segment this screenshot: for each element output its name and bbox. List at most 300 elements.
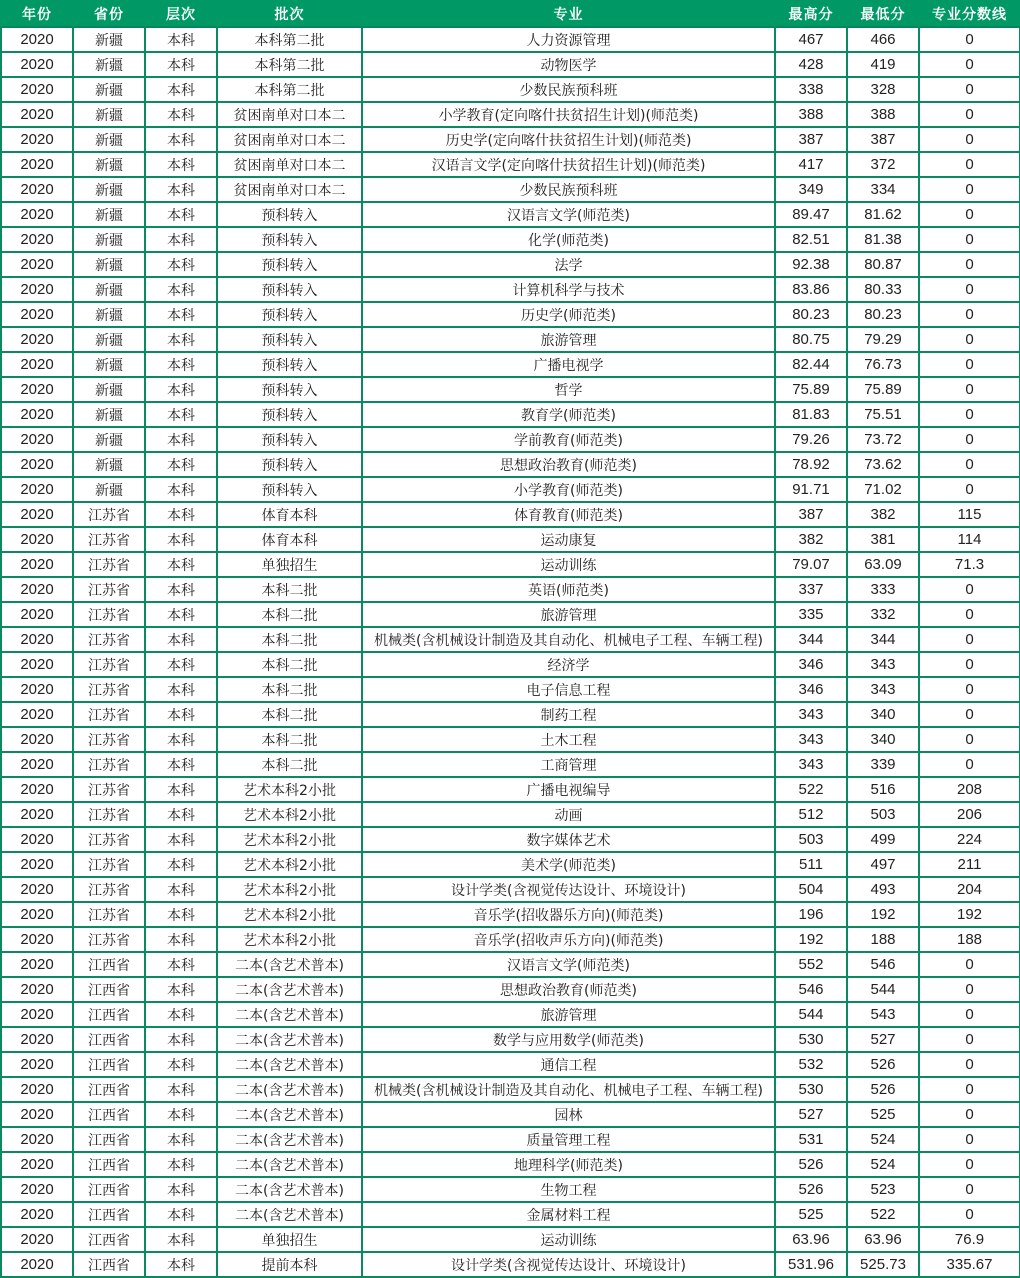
min-score-cell: 81.38 — [847, 227, 919, 252]
major-cutoff-cell: 0 — [919, 177, 1020, 202]
major-cutoff-cell: 0 — [919, 977, 1020, 1002]
max-score-cell: 512 — [775, 802, 847, 827]
table-row — [1, 727, 1020, 752]
year-cell: 2020 — [1, 1027, 73, 1052]
major-cutoff-cell: 0 — [919, 427, 1020, 452]
level-cell: 本科 — [145, 727, 217, 752]
min-score-cell: 343 — [847, 652, 919, 677]
province-cell: 江苏省 — [73, 777, 145, 802]
major-cell: 通信工程 — [362, 1052, 775, 1077]
table-row — [1, 427, 1020, 452]
level-cell: 本科 — [145, 652, 217, 677]
level-cell: 本科 — [145, 52, 217, 77]
table-row — [1, 1202, 1020, 1227]
major-cutoff-cell: 0 — [919, 127, 1020, 152]
max-score-cell: 346 — [775, 652, 847, 677]
province-cell: 新疆 — [73, 102, 145, 127]
level-cell: 本科 — [145, 252, 217, 277]
table-row — [1, 277, 1020, 302]
level-cell: 本科 — [145, 402, 217, 427]
batch-cell: 二本(含艺术普本) — [217, 952, 362, 977]
level-cell: 本科 — [145, 627, 217, 652]
major-cell: 历史学(师范类) — [362, 302, 775, 327]
max-score-cell: 81.83 — [775, 402, 847, 427]
column-header-major: 专业 — [362, 1, 775, 27]
max-score-cell: 343 — [775, 752, 847, 777]
min-score-cell: 525.73 — [847, 1252, 919, 1277]
table-row — [1, 802, 1020, 827]
batch-cell: 艺术本科2小批 — [217, 877, 362, 902]
year-cell: 2020 — [1, 727, 73, 752]
year-cell: 2020 — [1, 1052, 73, 1077]
major-cell: 化学(师范类) — [362, 227, 775, 252]
province-cell: 新疆 — [73, 277, 145, 302]
province-cell: 江苏省 — [73, 927, 145, 952]
year-cell: 2020 — [1, 527, 73, 552]
batch-cell: 贫困南单对口本二 — [217, 152, 362, 177]
batch-cell: 单独招生 — [217, 1227, 362, 1252]
max-score-cell: 546 — [775, 977, 847, 1002]
batch-cell: 二本(含艺术普本) — [217, 1202, 362, 1227]
year-cell: 2020 — [1, 102, 73, 127]
major-cell: 运动训练 — [362, 552, 775, 577]
batch-cell: 单独招生 — [217, 552, 362, 577]
province-cell: 新疆 — [73, 452, 145, 477]
table-row — [1, 852, 1020, 877]
major-cutoff-cell: 0 — [919, 377, 1020, 402]
min-score-cell: 544 — [847, 977, 919, 1002]
level-cell: 本科 — [145, 102, 217, 127]
province-cell: 江苏省 — [73, 752, 145, 777]
max-score-cell: 544 — [775, 1002, 847, 1027]
major-cell: 经济学 — [362, 652, 775, 677]
year-cell: 2020 — [1, 777, 73, 802]
province-cell: 江西省 — [73, 1177, 145, 1202]
year-cell: 2020 — [1, 452, 73, 477]
table-row — [1, 1152, 1020, 1177]
year-cell: 2020 — [1, 1202, 73, 1227]
batch-cell: 预科转入 — [217, 302, 362, 327]
major-cutoff-cell: 71.3 — [919, 552, 1020, 577]
max-score-cell: 530 — [775, 1077, 847, 1102]
level-cell: 本科 — [145, 1027, 217, 1052]
max-score-cell: 387 — [775, 502, 847, 527]
year-cell: 2020 — [1, 427, 73, 452]
major-cutoff-cell: 0 — [919, 1002, 1020, 1027]
max-score-cell: 89.47 — [775, 202, 847, 227]
table-row — [1, 527, 1020, 552]
max-score-cell: 192 — [775, 927, 847, 952]
max-score-cell: 343 — [775, 727, 847, 752]
level-cell: 本科 — [145, 952, 217, 977]
max-score-cell: 388 — [775, 102, 847, 127]
table-row — [1, 577, 1020, 602]
table-row — [1, 327, 1020, 352]
year-cell: 2020 — [1, 77, 73, 102]
year-cell: 2020 — [1, 1177, 73, 1202]
column-header-batch: 批次 — [217, 1, 362, 27]
major-cutoff-cell: 0 — [919, 277, 1020, 302]
min-score-cell: 339 — [847, 752, 919, 777]
province-cell: 江西省 — [73, 1077, 145, 1102]
year-cell: 2020 — [1, 352, 73, 377]
batch-cell: 艺术本科2小批 — [217, 827, 362, 852]
min-score-cell: 188 — [847, 927, 919, 952]
province-cell: 新疆 — [73, 202, 145, 227]
max-score-cell: 522 — [775, 777, 847, 802]
year-cell: 2020 — [1, 752, 73, 777]
table-body — [1, 27, 1020, 1277]
min-score-cell: 516 — [847, 777, 919, 802]
level-cell: 本科 — [145, 502, 217, 527]
major-cell: 动画 — [362, 802, 775, 827]
table-row — [1, 1127, 1020, 1152]
major-cell: 小学教育(定向喀什扶贫招生计划)(师范类) — [362, 102, 775, 127]
province-cell: 江苏省 — [73, 677, 145, 702]
major-cell: 运动训练 — [362, 1227, 775, 1252]
min-score-cell: 63.96 — [847, 1227, 919, 1252]
major-cell: 电子信息工程 — [362, 677, 775, 702]
level-cell: 本科 — [145, 302, 217, 327]
max-score-cell: 526 — [775, 1152, 847, 1177]
min-score-cell: 340 — [847, 702, 919, 727]
year-cell: 2020 — [1, 402, 73, 427]
batch-cell: 贫困南单对口本二 — [217, 102, 362, 127]
batch-cell: 贫困南单对口本二 — [217, 177, 362, 202]
major-cell: 思想政治教育(师范类) — [362, 977, 775, 1002]
max-score-cell: 343 — [775, 702, 847, 727]
major-cell: 生物工程 — [362, 1177, 775, 1202]
year-cell: 2020 — [1, 227, 73, 252]
major-cutoff-cell: 0 — [919, 327, 1020, 352]
max-score-cell: 92.38 — [775, 252, 847, 277]
batch-cell: 艺术本科2小批 — [217, 802, 362, 827]
province-cell: 江西省 — [73, 952, 145, 977]
major-cell: 教育学(师范类) — [362, 402, 775, 427]
province-cell: 江西省 — [73, 1052, 145, 1077]
major-cell: 金属材料工程 — [362, 1202, 775, 1227]
max-score-cell: 338 — [775, 77, 847, 102]
major-cutoff-cell: 335.67 — [919, 1252, 1020, 1277]
table-row — [1, 927, 1020, 952]
province-cell: 江西省 — [73, 1152, 145, 1177]
min-score-cell: 333 — [847, 577, 919, 602]
min-score-cell: 526 — [847, 1077, 919, 1102]
level-cell: 本科 — [145, 1102, 217, 1127]
table-row — [1, 402, 1020, 427]
province-cell: 江苏省 — [73, 652, 145, 677]
province-cell: 新疆 — [73, 327, 145, 352]
column-header-max-score: 最高分 — [775, 1, 847, 27]
min-score-cell: 382 — [847, 502, 919, 527]
major-cutoff-cell: 0 — [919, 302, 1020, 327]
table-row — [1, 1102, 1020, 1127]
max-score-cell: 526 — [775, 1177, 847, 1202]
batch-cell: 本科二批 — [217, 727, 362, 752]
max-score-cell: 527 — [775, 1102, 847, 1127]
major-cutoff-cell: 0 — [919, 227, 1020, 252]
min-score-cell: 419 — [847, 52, 919, 77]
table-row — [1, 177, 1020, 202]
max-score-cell: 82.51 — [775, 227, 847, 252]
max-score-cell: 552 — [775, 952, 847, 977]
major-cutoff-cell: 0 — [919, 152, 1020, 177]
max-score-cell: 382 — [775, 527, 847, 552]
table-row — [1, 552, 1020, 577]
batch-cell: 本科第二批 — [217, 27, 362, 52]
batch-cell: 预科转入 — [217, 252, 362, 277]
max-score-cell: 530 — [775, 1027, 847, 1052]
level-cell: 本科 — [145, 202, 217, 227]
min-score-cell: 79.29 — [847, 327, 919, 352]
major-cutoff-cell: 0 — [919, 1102, 1020, 1127]
province-cell: 江苏省 — [73, 552, 145, 577]
min-score-cell: 73.62 — [847, 452, 919, 477]
major-cutoff-cell: 0 — [919, 752, 1020, 777]
major-cutoff-cell: 0 — [919, 952, 1020, 977]
province-cell: 新疆 — [73, 177, 145, 202]
major-cutoff-cell: 76.9 — [919, 1227, 1020, 1252]
batch-cell: 二本(含艺术普本) — [217, 977, 362, 1002]
batch-cell: 本科二批 — [217, 677, 362, 702]
table-row — [1, 602, 1020, 627]
batch-cell: 二本(含艺术普本) — [217, 1177, 362, 1202]
level-cell: 本科 — [145, 177, 217, 202]
batch-cell: 预科转入 — [217, 402, 362, 427]
column-header-province: 省份 — [73, 1, 145, 27]
table-row — [1, 102, 1020, 127]
year-cell: 2020 — [1, 602, 73, 627]
major-cell: 机械类(含机械设计制造及其自动化、机械电子工程、车辆工程) — [362, 627, 775, 652]
min-score-cell: 499 — [847, 827, 919, 852]
major-cell: 地理科学(师范类) — [362, 1152, 775, 1177]
header-row — [1, 1, 1020, 27]
max-score-cell: 531.96 — [775, 1252, 847, 1277]
max-score-cell: 78.92 — [775, 452, 847, 477]
province-cell: 新疆 — [73, 152, 145, 177]
major-cell: 体育教育(师范类) — [362, 502, 775, 527]
table-row — [1, 877, 1020, 902]
max-score-cell: 83.86 — [775, 277, 847, 302]
level-cell: 本科 — [145, 827, 217, 852]
max-score-cell: 80.75 — [775, 327, 847, 352]
batch-cell: 提前本科 — [217, 1252, 362, 1277]
major-cell: 计算机科学与技术 — [362, 277, 775, 302]
level-cell: 本科 — [145, 902, 217, 927]
table-row — [1, 1027, 1020, 1052]
province-cell: 新疆 — [73, 227, 145, 252]
min-score-cell: 332 — [847, 602, 919, 627]
max-score-cell: 525 — [775, 1202, 847, 1227]
year-cell: 2020 — [1, 977, 73, 1002]
batch-cell: 预科转入 — [217, 377, 362, 402]
min-score-cell: 497 — [847, 852, 919, 877]
year-cell: 2020 — [1, 1227, 73, 1252]
major-cell: 数学与应用数学(师范类) — [362, 1027, 775, 1052]
min-score-cell: 372 — [847, 152, 919, 177]
level-cell: 本科 — [145, 152, 217, 177]
major-cell: 广播电视学 — [362, 352, 775, 377]
min-score-cell: 466 — [847, 27, 919, 52]
level-cell: 本科 — [145, 752, 217, 777]
max-score-cell: 503 — [775, 827, 847, 852]
year-cell: 2020 — [1, 27, 73, 52]
province-cell: 新疆 — [73, 302, 145, 327]
min-score-cell: 334 — [847, 177, 919, 202]
batch-cell: 二本(含艺术普本) — [217, 1002, 362, 1027]
table-row — [1, 1077, 1020, 1102]
max-score-cell: 387 — [775, 127, 847, 152]
major-cutoff-cell: 0 — [919, 402, 1020, 427]
year-cell: 2020 — [1, 827, 73, 852]
max-score-cell: 417 — [775, 152, 847, 177]
major-cutoff-cell: 0 — [919, 77, 1020, 102]
table-row — [1, 352, 1020, 377]
max-score-cell: 346 — [775, 677, 847, 702]
major-cutoff-cell: 0 — [919, 577, 1020, 602]
year-cell: 2020 — [1, 52, 73, 77]
batch-cell: 体育本科 — [217, 502, 362, 527]
province-cell: 江苏省 — [73, 827, 145, 852]
level-cell: 本科 — [145, 577, 217, 602]
min-score-cell: 503 — [847, 802, 919, 827]
province-cell: 新疆 — [73, 377, 145, 402]
table-row — [1, 77, 1020, 102]
major-cell: 旅游管理 — [362, 1002, 775, 1027]
year-cell: 2020 — [1, 277, 73, 302]
province-cell: 江西省 — [73, 1252, 145, 1277]
major-cell: 园林 — [362, 1102, 775, 1127]
min-score-cell: 192 — [847, 902, 919, 927]
year-cell: 2020 — [1, 852, 73, 877]
batch-cell: 二本(含艺术普本) — [217, 1127, 362, 1152]
major-cell: 质量管理工程 — [362, 1127, 775, 1152]
min-score-cell: 344 — [847, 627, 919, 652]
max-score-cell: 75.89 — [775, 377, 847, 402]
level-cell: 本科 — [145, 852, 217, 877]
major-cutoff-cell: 188 — [919, 927, 1020, 952]
province-cell: 江西省 — [73, 1127, 145, 1152]
major-cell: 机械类(含机械设计制造及其自动化、机械电子工程、车辆工程) — [362, 1077, 775, 1102]
table-row — [1, 152, 1020, 177]
major-cutoff-cell: 206 — [919, 802, 1020, 827]
province-cell: 江苏省 — [73, 577, 145, 602]
level-cell: 本科 — [145, 977, 217, 1002]
major-cutoff-cell: 0 — [919, 452, 1020, 477]
level-cell: 本科 — [145, 477, 217, 502]
min-score-cell: 522 — [847, 1202, 919, 1227]
max-score-cell: 335 — [775, 602, 847, 627]
table-row — [1, 27, 1020, 52]
major-cutoff-cell: 0 — [919, 1152, 1020, 1177]
major-cutoff-cell: 0 — [919, 27, 1020, 52]
level-cell: 本科 — [145, 1177, 217, 1202]
column-header-level: 层次 — [145, 1, 217, 27]
min-score-cell: 524 — [847, 1152, 919, 1177]
batch-cell: 艺术本科2小批 — [217, 777, 362, 802]
table-row — [1, 777, 1020, 802]
batch-cell: 艺术本科2小批 — [217, 852, 362, 877]
province-cell: 新疆 — [73, 402, 145, 427]
table-row — [1, 1252, 1020, 1277]
year-cell: 2020 — [1, 802, 73, 827]
batch-cell: 二本(含艺术普本) — [217, 1077, 362, 1102]
max-score-cell: 344 — [775, 627, 847, 652]
batch-cell: 本科二批 — [217, 702, 362, 727]
year-cell: 2020 — [1, 127, 73, 152]
max-score-cell: 79.26 — [775, 427, 847, 452]
table-row — [1, 452, 1020, 477]
level-cell: 本科 — [145, 1002, 217, 1027]
table-row — [1, 1177, 1020, 1202]
major-cell: 旅游管理 — [362, 602, 775, 627]
level-cell: 本科 — [145, 602, 217, 627]
major-cutoff-cell: 0 — [919, 677, 1020, 702]
year-cell: 2020 — [1, 652, 73, 677]
batch-cell: 二本(含艺术普本) — [217, 1052, 362, 1077]
major-cutoff-cell: 115 — [919, 502, 1020, 527]
province-cell: 江西省 — [73, 1102, 145, 1127]
level-cell: 本科 — [145, 227, 217, 252]
level-cell: 本科 — [145, 802, 217, 827]
level-cell: 本科 — [145, 527, 217, 552]
batch-cell: 艺术本科2小批 — [217, 902, 362, 927]
min-score-cell: 76.73 — [847, 352, 919, 377]
major-cell: 历史学(定向喀什扶贫招生计划)(师范类) — [362, 127, 775, 152]
major-cutoff-cell: 0 — [919, 1127, 1020, 1152]
max-score-cell: 504 — [775, 877, 847, 902]
min-score-cell: 381 — [847, 527, 919, 552]
min-score-cell: 80.33 — [847, 277, 919, 302]
level-cell: 本科 — [145, 427, 217, 452]
table-header — [1, 1, 1020, 27]
level-cell: 本科 — [145, 1252, 217, 1277]
major-cell: 动物医学 — [362, 52, 775, 77]
major-cutoff-cell: 0 — [919, 652, 1020, 677]
province-cell: 江西省 — [73, 1227, 145, 1252]
table-row — [1, 127, 1020, 152]
batch-cell: 预科转入 — [217, 352, 362, 377]
year-cell: 2020 — [1, 902, 73, 927]
province-cell: 新疆 — [73, 352, 145, 377]
level-cell: 本科 — [145, 777, 217, 802]
province-cell: 江苏省 — [73, 527, 145, 552]
year-cell: 2020 — [1, 327, 73, 352]
province-cell: 江苏省 — [73, 852, 145, 877]
table-row — [1, 1052, 1020, 1077]
min-score-cell: 75.51 — [847, 402, 919, 427]
max-score-cell: 428 — [775, 52, 847, 77]
level-cell: 本科 — [145, 27, 217, 52]
major-cell: 土木工程 — [362, 727, 775, 752]
major-cell: 音乐学(招收声乐方向)(师范类) — [362, 927, 775, 952]
major-cutoff-cell: 0 — [919, 1052, 1020, 1077]
major-cell: 数字媒体艺术 — [362, 827, 775, 852]
batch-cell: 预科转入 — [217, 477, 362, 502]
batch-cell: 本科第二批 — [217, 77, 362, 102]
year-cell: 2020 — [1, 1127, 73, 1152]
min-score-cell: 543 — [847, 1002, 919, 1027]
year-cell: 2020 — [1, 477, 73, 502]
year-cell: 2020 — [1, 1077, 73, 1102]
level-cell: 本科 — [145, 1052, 217, 1077]
major-cutoff-cell: 0 — [919, 1027, 1020, 1052]
table-row — [1, 502, 1020, 527]
table-row — [1, 652, 1020, 677]
min-score-cell: 526 — [847, 1052, 919, 1077]
batch-cell: 本科第二批 — [217, 52, 362, 77]
year-cell: 2020 — [1, 202, 73, 227]
